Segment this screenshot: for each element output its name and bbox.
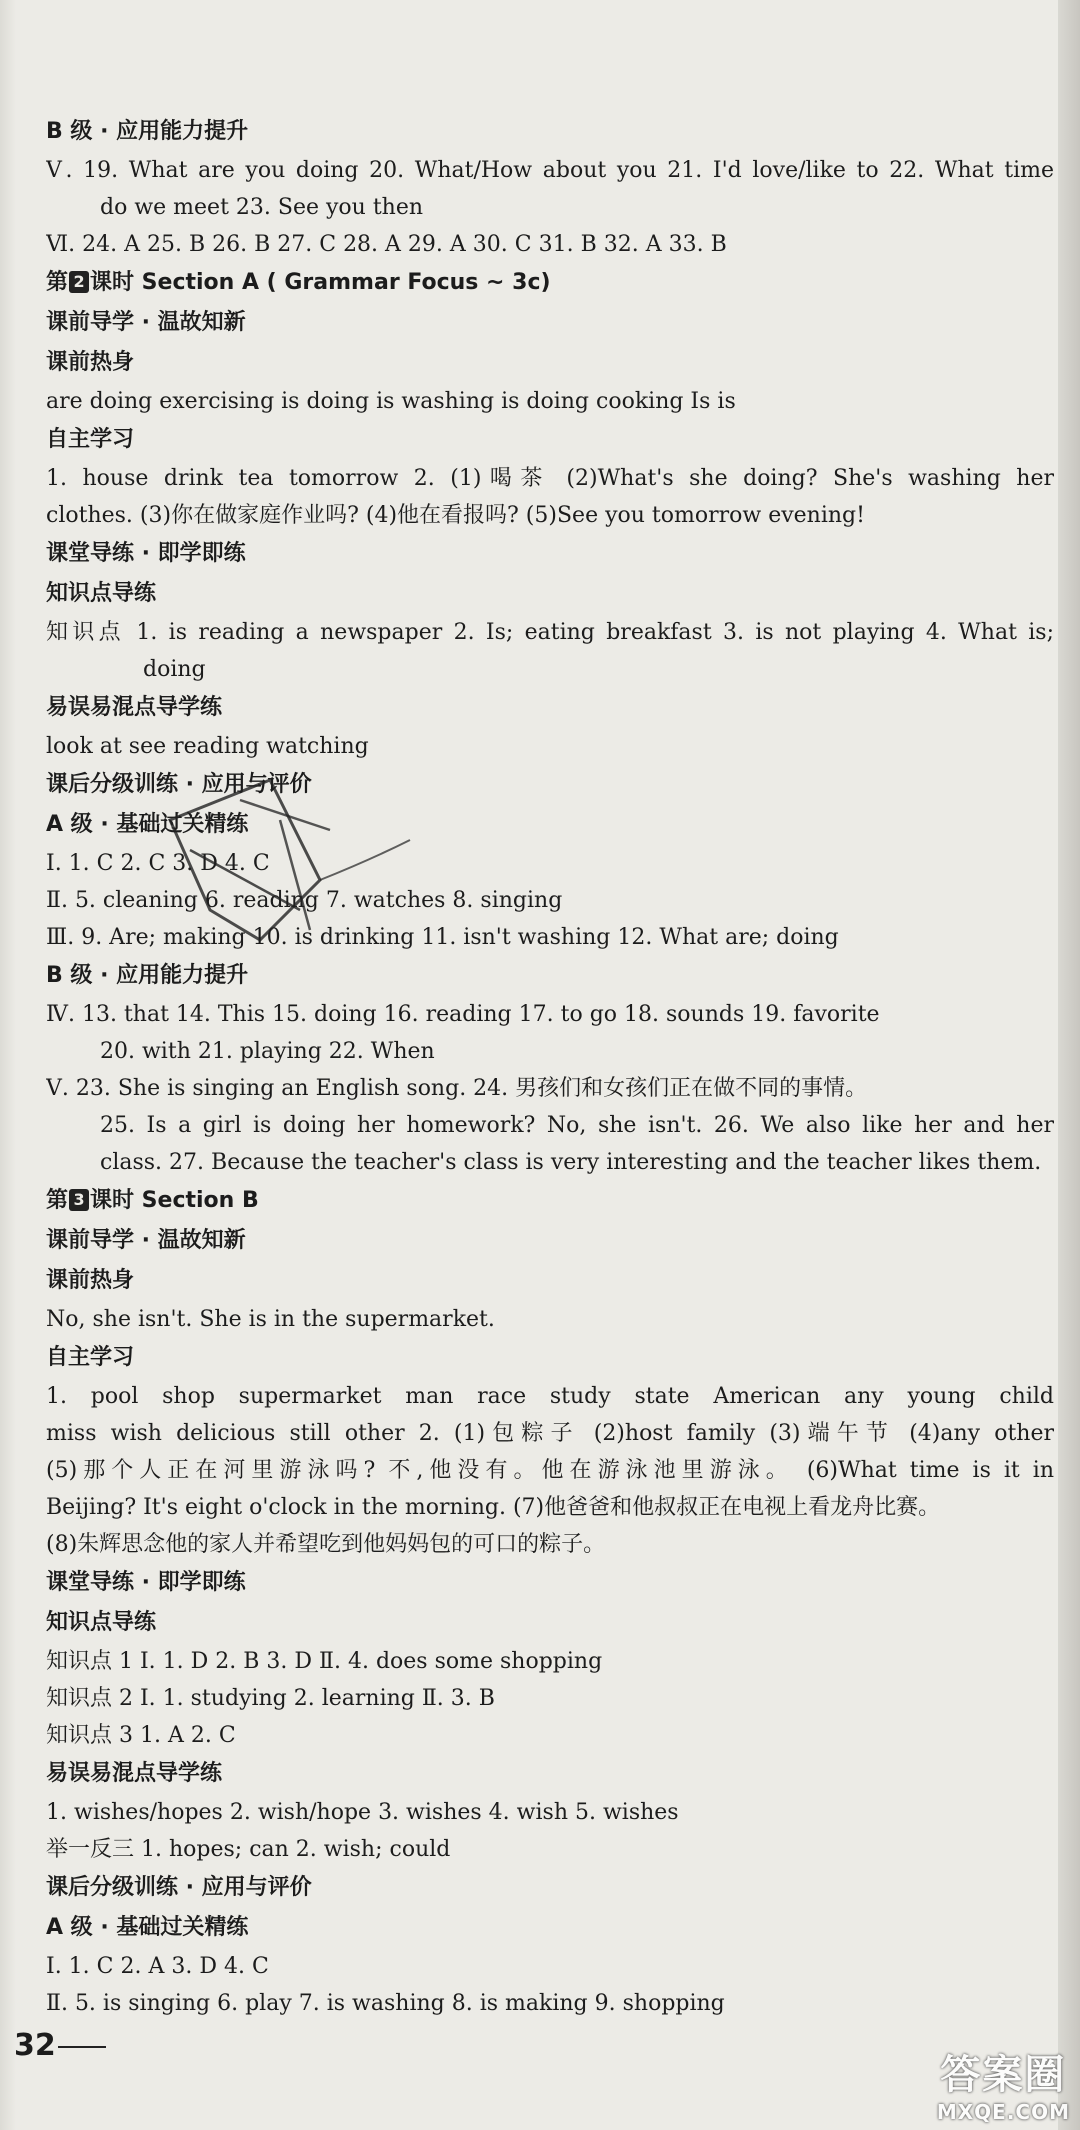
watermark-url: MXQE.COM (936, 2100, 1070, 2124)
answer-key-body (46, 112, 1054, 2022)
lesson-heading (46, 263, 1054, 303)
lesson-number-badge: 2 (69, 271, 89, 293)
section-heading: 知识点导练 (46, 1610, 157, 1635)
section-heading: 课前导学 · 温故知新 (46, 310, 246, 335)
lesson-number-badge: 3 (69, 1189, 89, 1211)
answer-line: 知识点 3 1. A 2. C (46, 1723, 236, 1748)
section-heading: 课前热身 (46, 350, 135, 375)
answer-line: Ⅱ. 5. is singing 6. play 7. is washing 8. is making 9. shopping (46, 1991, 725, 2016)
answer-line: 25. Is a girl is doing her homework? No, she isn't. 26. We also like her and her (100, 1113, 1054, 1138)
section-heading: 课前导学 · 温故知新 (46, 1228, 246, 1253)
answer-line: 1. wishes/hopes 2. wish/hope 3. wishes 4. wish 5. wishes (46, 1800, 679, 1825)
answer-line: Beijing? It's eight o'clock in the morning. (7)他爸爸和他叔叔正在电视上看龙舟比赛。 (46, 1495, 941, 1520)
section-heading: 知识点导练 (46, 581, 157, 606)
answer-line: Ⅴ. 23. She is singing an English song. 24. 男孩们和女孩们正在做不同的事情。 (46, 1076, 868, 1101)
watermark (937, 2043, 1070, 2124)
answer-line: Ⅱ. 5. cleaning 6. reading 7. watches 8. singing (46, 888, 563, 913)
answer-line: do we meet 23. See you then (100, 195, 424, 220)
section-heading: 课前热身 (46, 1268, 135, 1293)
answer-line: Ⅲ. 9. Are; making 10. is drinking 11. isn't washing 12. What are; doing (46, 925, 839, 950)
page-number: 32 (14, 2028, 56, 2063)
answer-line: 举一反三 1. hopes; can 2. wish; could (46, 1837, 451, 1862)
section-heading: 自主学习 (46, 427, 135, 452)
answer-line: class. 27. Because the teacher's class is very interesting and the teacher likes them. (100, 1150, 1042, 1175)
answer-line: (5)那个人正在河里游泳吗? 不,他没有。他在游泳池里游泳。 (6)What time is it in (46, 1458, 1054, 1483)
answer-line: Ⅳ. 13. that 14. This 15. doing 16. reading 17. to go 18. sounds 19. favorite (46, 1002, 880, 1027)
section-heading: A 级 · 基础过关精练 (46, 1915, 249, 1940)
answer-line: 1. pool shop supermarket man race study state American any young child (46, 1384, 1054, 1409)
answer-line: Ⅴ. 19. What are you doing 20. What/How about you 21. I'd love/like to 22. What time (46, 158, 1054, 183)
section-heading: 课后分级训练 · 应用与评价 (46, 772, 312, 797)
lesson-title: 课时 Section B (90, 1188, 259, 1213)
lesson-heading (46, 1181, 1054, 1221)
section-heading: B 级 · 应用能力提升 (46, 963, 249, 988)
answer-line: Ⅰ. 1. C 2. A 3. D 4. C (46, 1954, 269, 1979)
answer-line: Ⅵ. 24. A 25. B 26. B 27. C 28. A 29. A 30. C 31. B 32. A 33. B (46, 232, 727, 257)
section-heading: 易误易混点导学练 (46, 695, 223, 720)
section-heading: 课后分级训练 · 应用与评价 (46, 1875, 312, 1900)
lesson-prefix: 第 (46, 1188, 69, 1213)
pen-scribble-mark (150, 760, 450, 980)
answer-line: miss wish delicious still other 2. (1)包粽子 (2)host family (3)端午节 (4)any other (46, 1421, 1054, 1446)
answer-line: No, she isn't. She is in the supermarket. (46, 1307, 495, 1332)
answer-line: 20. with 21. playing 22. When (100, 1039, 435, 1064)
section-heading: 课堂导练 · 即学即练 (46, 1570, 246, 1595)
answer-line: 1. house drink tea tomorrow 2. (1)喝茶 (2)What's she doing? She's washing her (46, 466, 1054, 491)
lesson-title: 课时 Section A ( Grammar Focus ~ 3c) (90, 270, 551, 295)
answer-line: look at see reading watching (46, 734, 369, 759)
answer-line: (8)朱辉思念他的家人并希望吃到他妈妈包的可口的粽子。 (46, 1532, 606, 1557)
answer-line: are doing exercising is doing is washing is doing cooking Is is (46, 389, 736, 414)
lesson-prefix: 第 (46, 270, 69, 295)
answer-line: 知识点 1. is reading a newspaper 2. Is; eating breakfast 3. is not playing 4. What is; (46, 620, 1054, 645)
left-page-gutter (0, 0, 16, 2130)
answer-line: 知识点 1 Ⅰ. 1. D 2. B 3. D Ⅱ. 4. does some shopping (46, 1649, 603, 1674)
section-heading: 易误易混点导学练 (46, 1761, 223, 1786)
answer-line: Ⅰ. 1. C 2. C 3. D 4. C (46, 851, 270, 876)
page-number-rule (58, 2046, 106, 2048)
section-heading: 课堂导练 · 即学即练 (46, 541, 246, 566)
answer-line: 知识点 2 Ⅰ. 1. studying 2. learning Ⅱ. 3. B (46, 1686, 495, 1711)
answer-line: clothes. (3)你在做家庭作业吗? (4)他在看报吗? (5)See you tomorrow evening! (46, 503, 865, 528)
section-heading: B 级 · 应用能力提升 (46, 119, 249, 144)
watermark-logo: 答案圈 (940, 2052, 1067, 2098)
section-heading: 自主学习 (46, 1345, 135, 1370)
section-heading: A 级 · 基础过关精练 (46, 812, 249, 837)
answer-line: doing (143, 657, 206, 682)
right-page-edge (1058, 0, 1080, 2130)
